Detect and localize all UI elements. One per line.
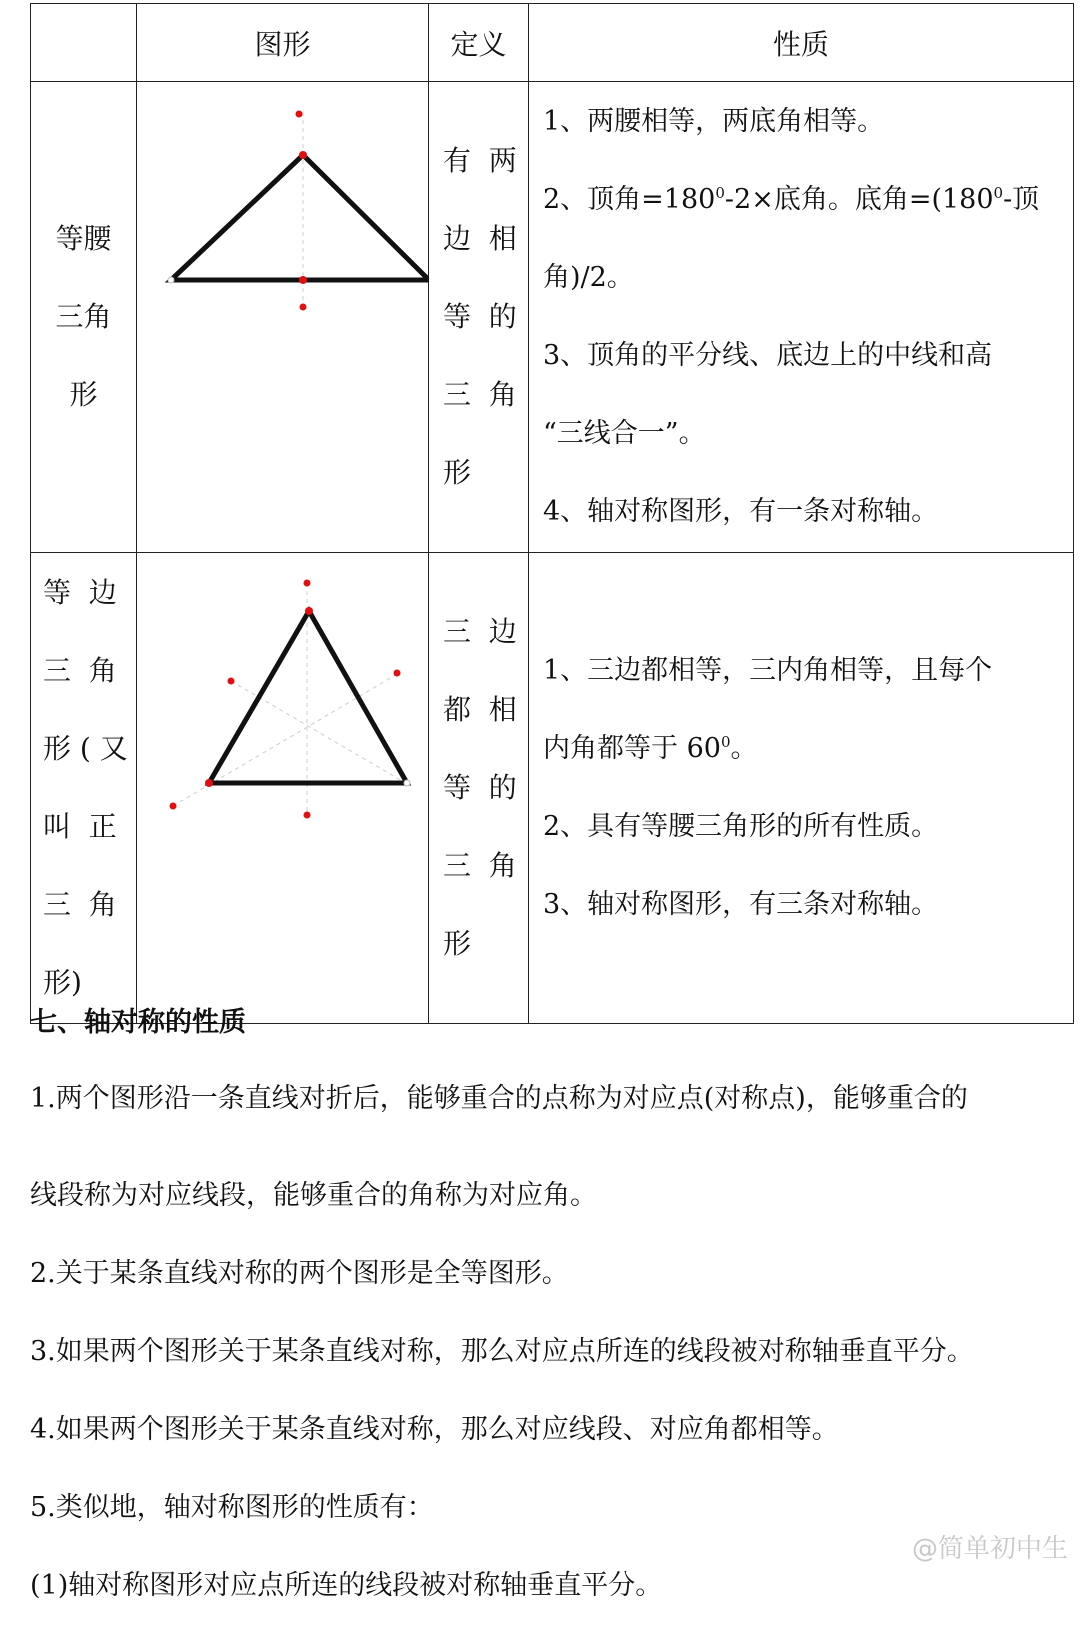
watermark: @简单初中生 [911, 1534, 1068, 1564]
isosceles-name-cell [31, 82, 137, 553]
paragraph: 线段称为对应线段，能够重合的角称为对应角。 [30, 1180, 597, 1211]
header-figure: 图形 [137, 4, 429, 82]
equilateral-triangle-figure [137, 553, 429, 1023]
definition-line: 形 [443, 456, 472, 489]
name-line: 形 ( 又 [43, 732, 128, 765]
triangle-properties-table [30, 3, 1074, 1024]
axis-point [296, 111, 303, 118]
property-text: 2、顶角=180 [543, 184, 716, 215]
isosceles-triangle-shape [171, 155, 429, 280]
axis-point [170, 803, 177, 810]
definition-line: 有 两 [443, 144, 517, 177]
apex-point [299, 151, 307, 159]
definition-line: 等 的 [443, 300, 517, 333]
property-line: 1、两腰相等，两底角相等。 [543, 106, 885, 137]
property-text: 内角都等于 60 [543, 733, 721, 764]
apex-point [305, 607, 313, 615]
property-line [543, 710, 1067, 788]
axis-point [304, 580, 311, 587]
table-header-row [31, 4, 1074, 82]
definition-line: 形 [443, 927, 472, 960]
name-line: 三 角 [43, 888, 117, 921]
definition-line: 三 角 [443, 378, 517, 411]
property-line: 1、三边都相等，三内角相等，且每个 [543, 655, 993, 686]
isosceles-triangle-figure [137, 82, 429, 532]
table-row-isosceles [31, 82, 1074, 553]
property-line: 2、具有等腰三角形的所有性质。 [543, 811, 939, 842]
paragraph: 1.两个图形沿一条直线对折后，能够重合的点称为对应点(对称点)，能够重合的 [30, 1083, 968, 1114]
definition-line: 都 相 [443, 693, 517, 726]
paragraph: 4.如果两个图形关于某条直线对称，那么对应线段、对应角都相等。 [30, 1414, 839, 1445]
definition-line: 等 的 [443, 771, 517, 804]
degree-superscript: 0 [715, 184, 725, 202]
equilateral-triangle-shape [209, 611, 407, 783]
base-midpoint [299, 276, 307, 284]
axis-point [300, 304, 307, 311]
paragraph: 3.如果两个图形关于某条直线对称，那么对应点所连的线段被对称轴垂直平分。 [30, 1336, 974, 1367]
axis-point [394, 670, 401, 677]
property-line: 角)/2。 [543, 262, 634, 293]
equilateral-name-cell [31, 553, 137, 1024]
vertex-point-red [205, 779, 213, 787]
paragraph: 5.类似地，轴对称图形的性质有： [30, 1492, 434, 1523]
isosceles-definition-cell [429, 82, 529, 553]
isosceles-properties-cell [529, 82, 1074, 553]
name-line: 叫 正 [43, 810, 117, 843]
property-line: 4、轴对称图形，有一条对称轴。 [543, 496, 939, 527]
degree-superscript: 0 [993, 184, 1004, 202]
degree-superscript: 0 [720, 733, 731, 751]
definition-line: 三 边 [443, 615, 517, 648]
paragraph: 2.关于某条直线对称的两个图形是全等图形。 [30, 1258, 569, 1289]
name-line: 等腰 [55, 222, 112, 255]
header-empty [31, 4, 137, 82]
property-text: -顶 [1003, 184, 1040, 215]
definition-line: 边 相 [443, 222, 517, 255]
equilateral-definition-cell [429, 553, 529, 1024]
header-properties: 性质 [529, 4, 1074, 82]
property-line [543, 161, 1067, 239]
paragraph: (1)轴对称图形对应点所连的线段被对称轴垂直平分。 [30, 1570, 663, 1601]
name-line: 等 边 [43, 576, 117, 609]
vertex-point [168, 277, 174, 283]
section-title: 七、轴对称的性质 [30, 1007, 246, 1038]
definition-line: 三 角 [443, 849, 517, 882]
axis-point [228, 678, 235, 685]
property-line: “三线合一”。 [543, 418, 706, 449]
equilateral-properties-cell [529, 553, 1074, 1024]
property-line: 3、顶角的平分线、底边上的中线和高 [543, 340, 993, 371]
table-row-equilateral [31, 553, 1074, 1024]
axis-point [304, 812, 311, 819]
name-line: 三角 [55, 300, 112, 333]
name-line: 形) [43, 966, 82, 999]
equilateral-figure-cell [137, 553, 429, 1024]
property-text: -2×底角。底角=(180 [724, 184, 994, 215]
name-line: 三 角 [43, 654, 117, 687]
name-line: 形 [69, 378, 98, 411]
property-line: 3、轴对称图形，有三条对称轴。 [543, 889, 939, 920]
isosceles-figure-cell [137, 82, 429, 553]
property-text: 。 [730, 733, 758, 764]
header-definition: 定义 [429, 4, 529, 82]
vertex-point [404, 780, 410, 786]
